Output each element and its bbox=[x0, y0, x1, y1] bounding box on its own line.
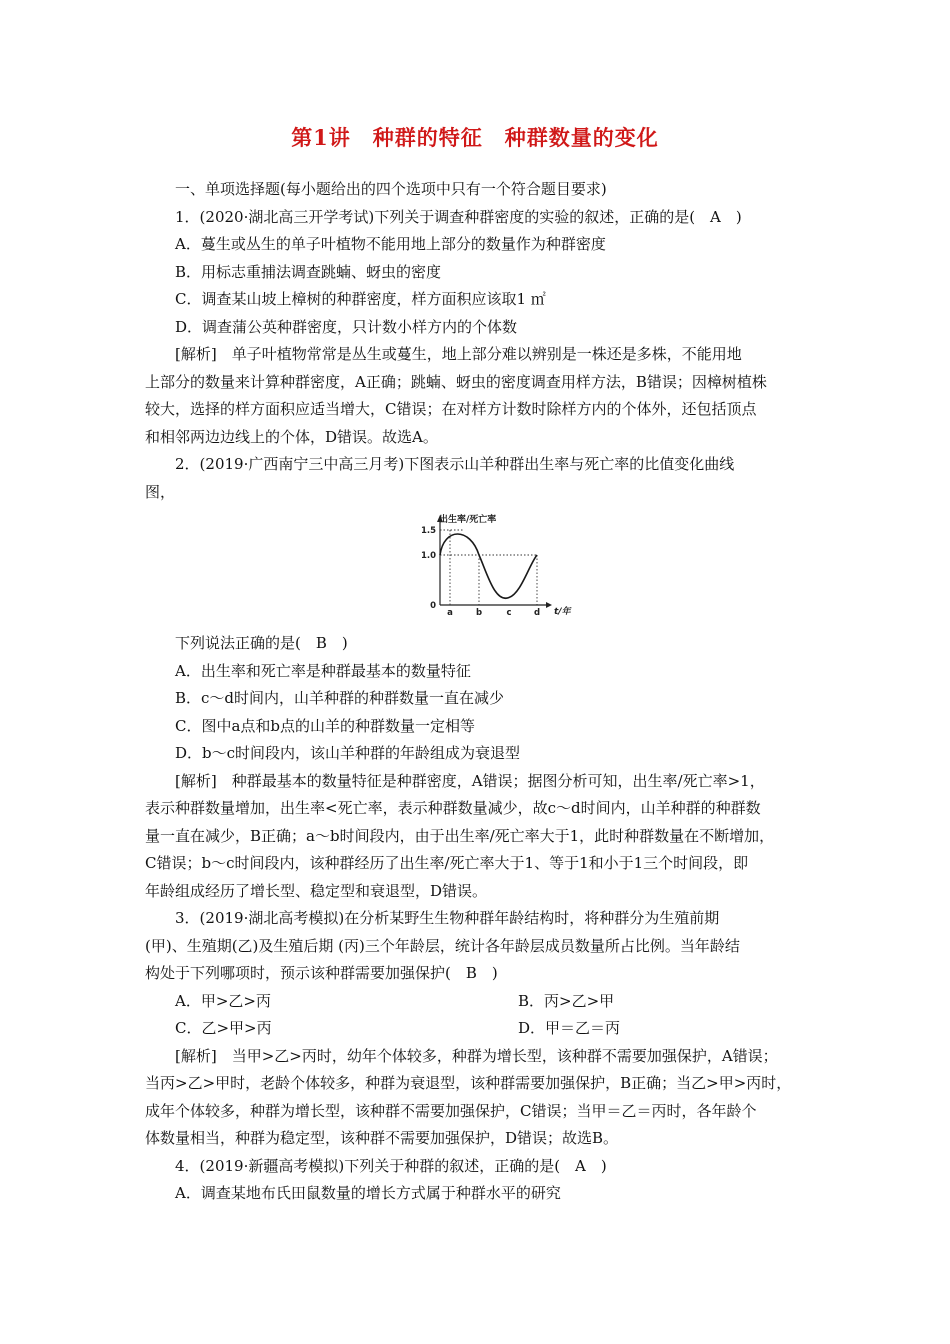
x-tick-label: c bbox=[506, 608, 512, 618]
option-row bbox=[145, 988, 813, 1016]
question-stem: 1．(2020·湖北高三开学考试)下列关于调查种群密度的实验的叙述，正确的是( A ) bbox=[175, 207, 742, 226]
analysis-line: [解析] 种群最基本的数量特征是种群密度，A错误；据图分析可知，出生率/死亡率>1， bbox=[175, 771, 765, 790]
analysis-line: C错误；b～c时间段内，该种群经历了出生率/死亡率大于1、等于1和小于1三个时间段，即 bbox=[145, 854, 749, 872]
x-axis-arrow bbox=[546, 602, 552, 608]
option-d: D．b～c时间段内，该山羊种群的年龄组成为衰退型 bbox=[175, 744, 521, 762]
x-tick-label: a bbox=[447, 608, 453, 618]
analysis-line: 成年个体较多，种群为增长型，该种群不需要加强保护，C错误；当甲＝乙＝丙时，各年龄个 bbox=[145, 1101, 757, 1120]
option-a: A．甲>乙>丙 bbox=[175, 991, 271, 1010]
option-c: C．图中a点和b点的山羊的种群数量一定相等 bbox=[175, 716, 476, 735]
option-d: D．甲＝乙＝丙 bbox=[518, 1019, 621, 1037]
analysis-line: [解析] 单子叶植物常常是丛生或蔓生，地上部分难以辨别是一株还是多株，不能用地 bbox=[175, 345, 742, 363]
analysis-line: 和相邻两边边线上的个体，D错误。故选A。 bbox=[145, 427, 438, 446]
analysis-line: 较大，选择的样方面积应适当增大，C错误；在对样方计数时除样方内的个体外，还包括顶点 bbox=[145, 400, 757, 418]
analysis-line: 年龄组成经历了增长型、稳定型和衰退型，D错误。 bbox=[145, 881, 488, 900]
option-c: C．乙>甲>丙 bbox=[175, 1019, 272, 1037]
section-heading: 一、单项选择题(每小题给出的四个选项中只有一个符合题目要求) bbox=[175, 180, 607, 198]
question-1 bbox=[145, 204, 813, 452]
option-a: A．出生率和死亡率是种群最基本的数量特征 bbox=[175, 661, 471, 680]
option-a: A．调查某地布氏田鼠数量的增长方式属于种群水平的研究 bbox=[175, 1184, 561, 1202]
question-stem: 3．(2019·湖北高考模拟)在分析某野生生物种群年龄结构时，将种群分为生殖前期 bbox=[175, 909, 720, 927]
question-stem: 2．(2019·广西南宁三中高三月考)下图表示山羊种群出生率与死亡率的比值变化曲线 bbox=[175, 455, 735, 473]
x-tick-label: d bbox=[533, 608, 541, 618]
document-body bbox=[145, 176, 813, 1208]
analysis-line: [解析] 当甲>乙>丙时，幼年个体较多，种群为增长型，该种群不需要加强保护，A错误； bbox=[175, 1046, 778, 1065]
option-b: B．c～d时间内，山羊种群的种群数量一直在减少 bbox=[175, 689, 505, 707]
option-a: A．蔓生或丛生的单子叶植物不能用地上部分的数量作为种群密度 bbox=[175, 235, 606, 253]
x-axis-label: t/年 bbox=[554, 607, 571, 617]
analysis-line: 表示种群数量增加，出生率<死亡率，表示种群数量减少，故c～d时间内，山羊种群的种群数 bbox=[145, 799, 761, 817]
question-2 bbox=[145, 451, 813, 905]
question-3 bbox=[145, 905, 813, 1153]
analysis-line: 当丙>乙>甲时，老龄个体较多，种群为衰退型，该种群需要加强保护，B正确；当乙>甲>丙时， bbox=[145, 1074, 792, 1092]
analysis-line: 体数量相当，种群为稳定型，该种群不需要加强保护，D错误；故选B。 bbox=[145, 1129, 619, 1147]
ratio-series-line bbox=[440, 534, 537, 598]
question-stem: 构处于下列哪项时，预示该种群需要加强保护( B ) bbox=[145, 964, 498, 982]
y-tick-label: 0 bbox=[430, 601, 436, 611]
y-tick-label: 1.0 bbox=[420, 551, 436, 561]
birth-death-ratio-figure bbox=[145, 512, 813, 622]
option-b: B．丙>乙>甲 bbox=[518, 991, 615, 1010]
y-tick-label: 1.5 bbox=[420, 526, 436, 536]
x-tick-label: b bbox=[475, 608, 483, 618]
question-4 bbox=[145, 1153, 813, 1208]
analysis-line: 量一直在减少，B正确；a～b时间段内，由于出生率/死亡率大于1，此时种群数量在不断增加， bbox=[145, 826, 775, 845]
option-d: D．调查蒲公英种群密度，只计数小样方内的个体数 bbox=[175, 317, 518, 336]
analysis-line: 上部分的数量来计算种群密度，A正确；跳蝻、蚜虫的密度调查用样方法，B错误；因樟树植株 bbox=[145, 372, 767, 391]
y-axis-label: 出生率/死亡率 bbox=[439, 515, 497, 525]
page-title: 第1讲 种群的特征 种群数量的变化 bbox=[291, 125, 659, 150]
question-stem: (甲)、生殖期(乙)及生殖后期 (丙)三个年龄层，统计各年龄层成员数量所占比例。当年龄结 bbox=[145, 936, 740, 955]
option-b: B．用标志重捕法调查跳蝻、蚜虫的密度 bbox=[175, 262, 442, 281]
option-c: C．调查某山坡上樟树的种群密度，样方面积应该取1 ㎡ bbox=[175, 290, 546, 308]
option-row bbox=[145, 1015, 813, 1043]
line-chart bbox=[409, 512, 584, 622]
question-stem: 图， bbox=[145, 482, 176, 501]
question-stem: 4．(2019·新疆高考模拟)下列关于种群的叙述，正确的是( A ) bbox=[175, 1156, 607, 1175]
question-prompt: 下列说法正确的是( B ) bbox=[175, 634, 348, 652]
